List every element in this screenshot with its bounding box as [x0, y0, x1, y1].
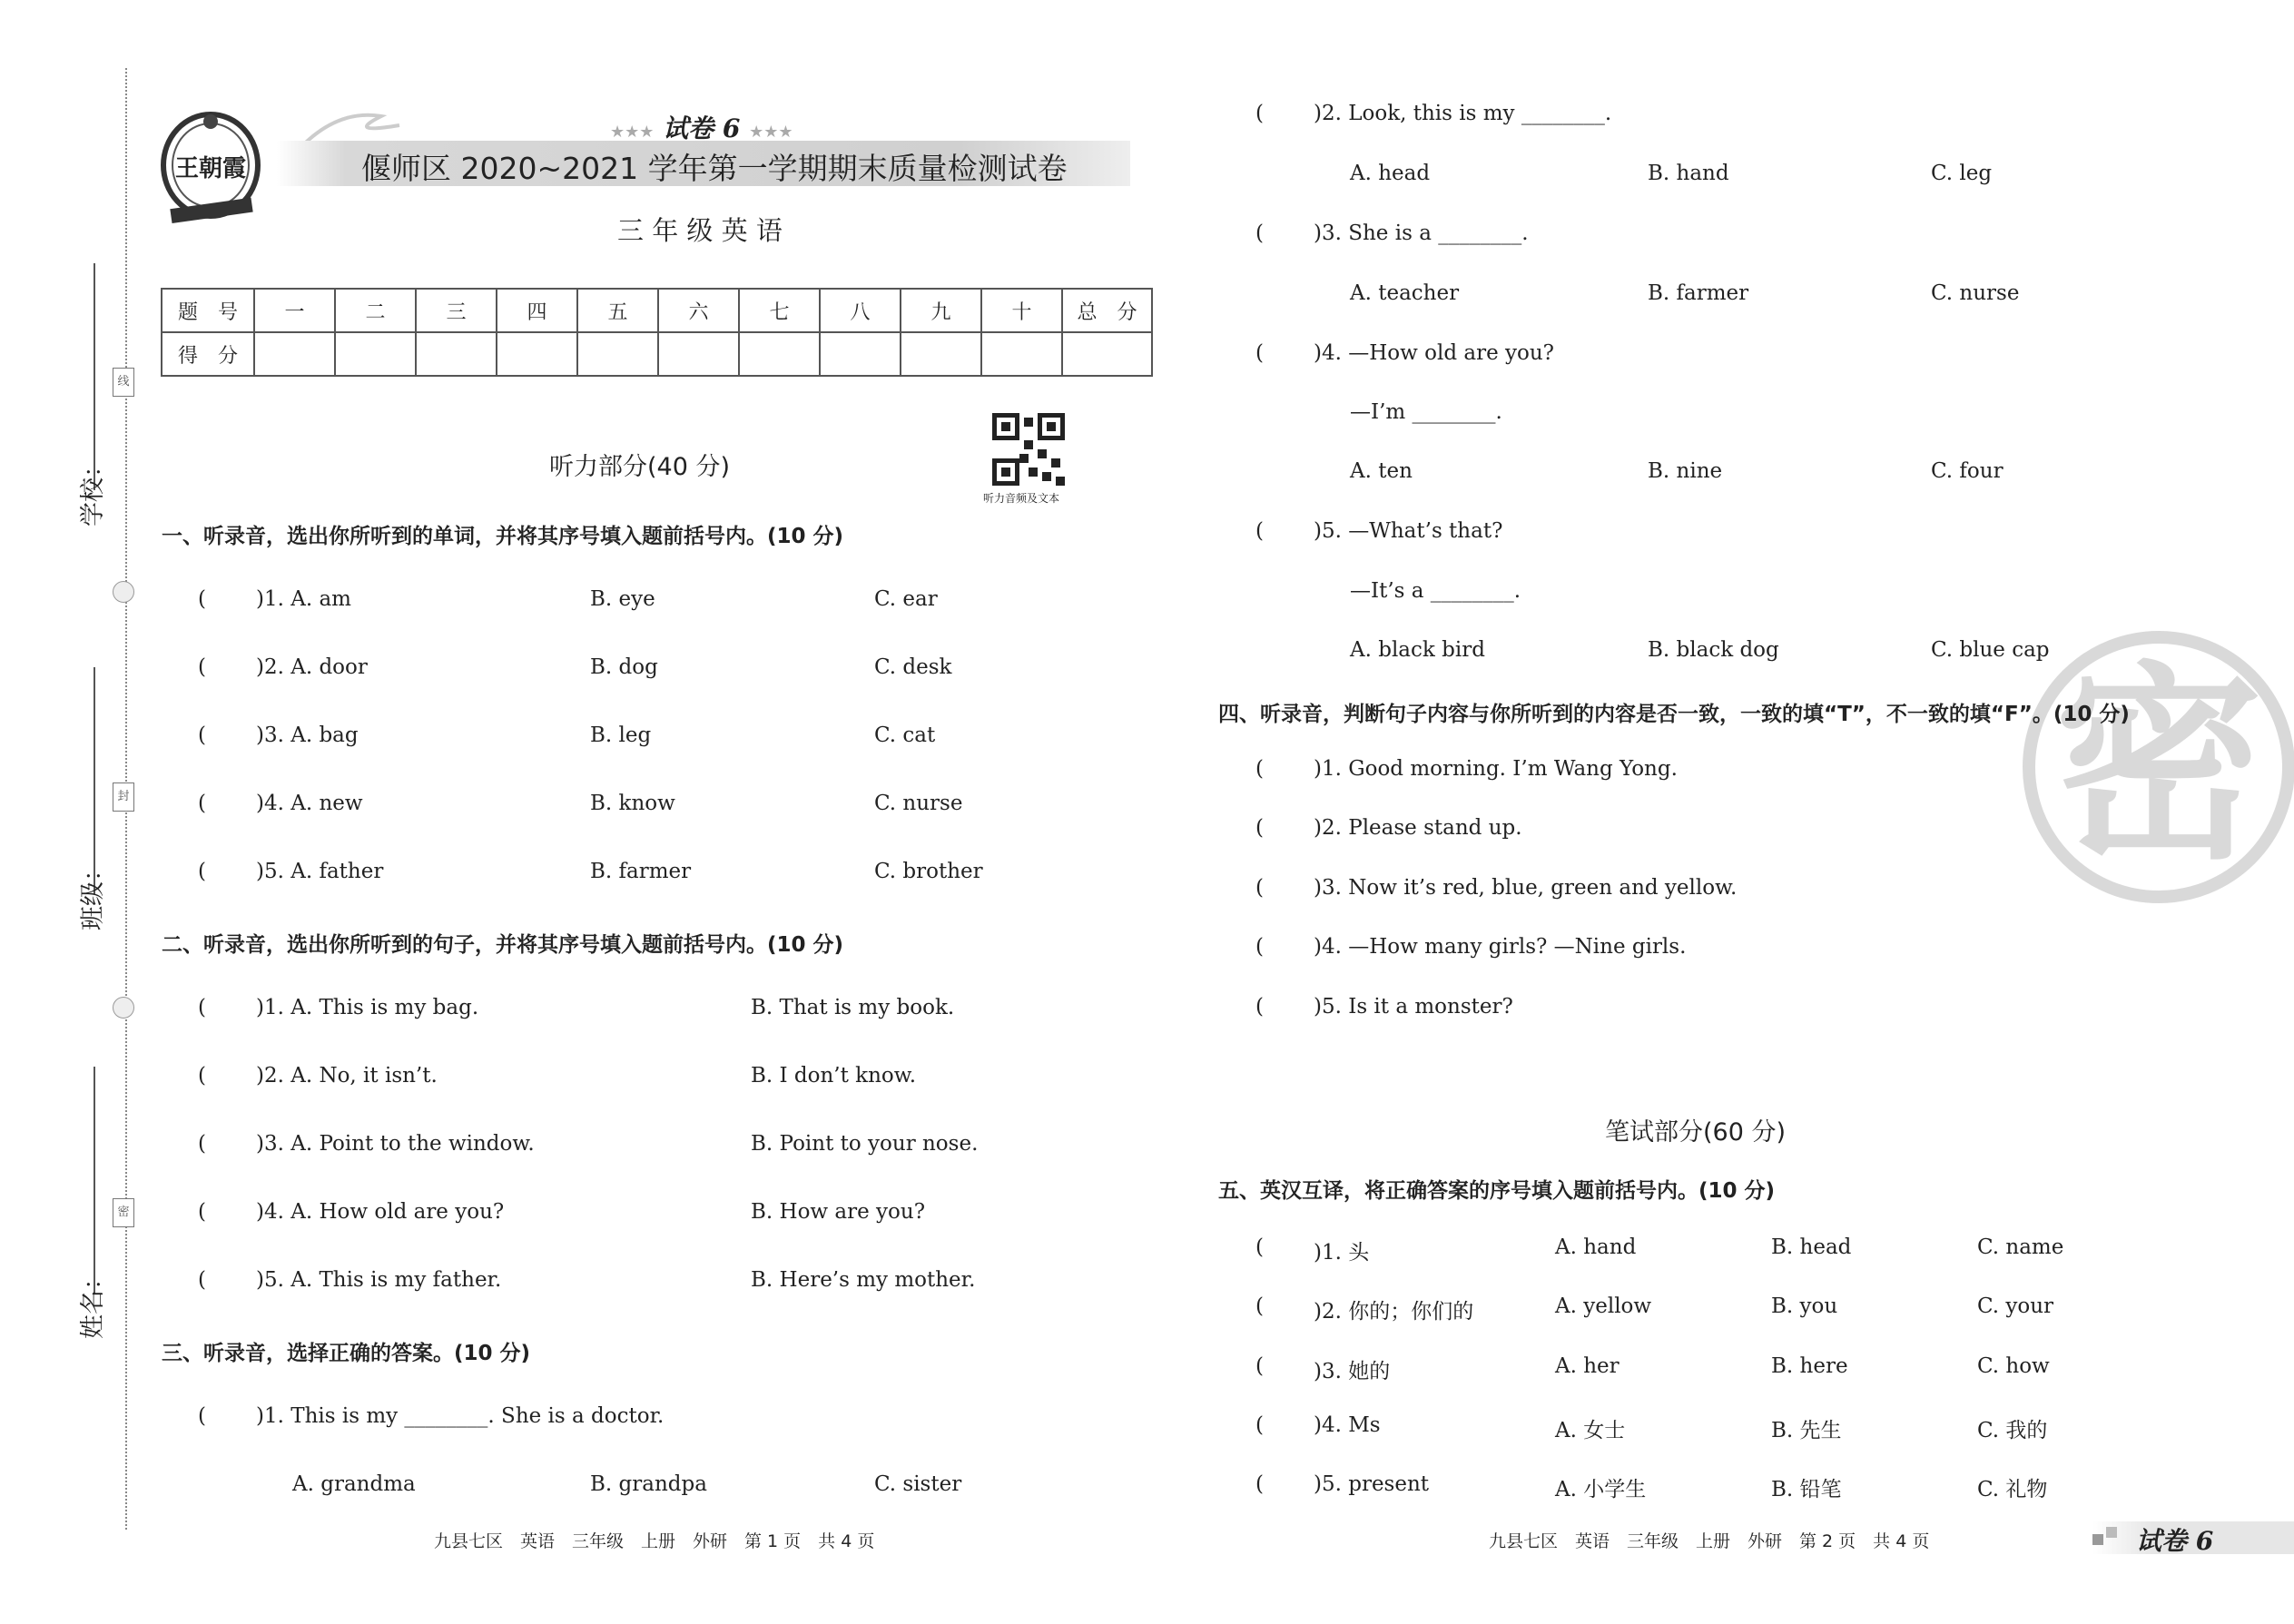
binding-mark-feng: 封 — [113, 782, 134, 812]
question-text: )5. A. father — [256, 860, 384, 883]
option-c: C. brother — [874, 860, 983, 883]
option-a: A. 小学生 — [1555, 1478, 1647, 1501]
question-text: )3. 她的 — [1314, 1360, 1391, 1383]
option-b: B. nine — [1648, 459, 1723, 483]
section4-title: 四、听录音，判断句子内容与你所听到的内容是否一致，一致的填“T”，不一致的填“F”。(10 分) — [1218, 703, 2130, 726]
answer-paren[interactable]: ( — [198, 996, 206, 1019]
option-c: C. how — [1977, 1354, 2050, 1378]
option-a: A. her — [1555, 1354, 1620, 1378]
option-c: C. your — [1977, 1294, 2054, 1318]
option-c: C. nurse — [874, 792, 963, 815]
page-footer-left: 九县七区 英语 三年级 上册 外研 第 1 页 共 4 页 — [434, 1531, 875, 1551]
option-c: C. sister — [874, 1472, 962, 1496]
question-line2: —I’m ________. — [1350, 400, 1502, 424]
school-label: 学校： — [79, 453, 107, 527]
qr-caption: 听力音频及文本 — [983, 492, 1060, 505]
option-b: B. 铅笔 — [1771, 1478, 1842, 1501]
question-text: )4. A. How old are you? — [256, 1200, 505, 1224]
statement-text: )3. Now it’s red, blue, green and yellow. — [1314, 876, 1738, 900]
name-label: 姓名： — [79, 1265, 107, 1339]
corner-label: 试卷 6 — [2136, 1526, 2214, 1556]
answer-paren[interactable]: ( — [198, 792, 206, 815]
option-b: B. grandpa — [590, 1472, 707, 1496]
exam-subtitle: 三 年 级 英 语 — [617, 215, 783, 246]
answer-paren[interactable]: ( — [1255, 1472, 1264, 1496]
question-text: )5. present — [1314, 1472, 1430, 1496]
answer-paren[interactable]: ( — [198, 723, 206, 747]
binding-hole-icon — [113, 581, 134, 603]
option-c: C. name — [1977, 1235, 2064, 1259]
binding-hole-icon — [113, 997, 134, 1019]
option-c: C. blue cap — [1931, 638, 2050, 662]
logo-emblem-icon — [154, 102, 272, 229]
section3-title: 三、听录音，选择正确的答案。(10 分) — [162, 1342, 531, 1365]
answer-paren[interactable]: ( — [1255, 1294, 1264, 1318]
binding-mark-mi: 密 — [113, 1198, 134, 1227]
option-a: A. teacher — [1350, 281, 1460, 305]
option-a: A. hand — [1555, 1235, 1637, 1259]
answer-paren[interactable]: ( — [1255, 1354, 1264, 1378]
watermark-seal: 密 — [2023, 631, 2294, 903]
option-b: B. black dog — [1648, 638, 1779, 662]
question-text: )3. A. bag — [256, 723, 359, 747]
written-title: 笔试部分(60 分) — [1605, 1118, 1787, 1147]
option-b: B. know — [590, 792, 675, 815]
qr-code-icon — [992, 413, 1065, 486]
listening-title: 听力部分(40 分) — [549, 453, 731, 481]
question-text: )2. 你的；你们的 — [1314, 1300, 1474, 1324]
question-text: )5. A. This is my father. — [256, 1268, 502, 1292]
answer-paren[interactable]: ( — [198, 1064, 206, 1088]
score-table-score-row: 得 分 — [162, 332, 1152, 376]
section2-title: 二、听录音，选出你所听到的句子，并将其序号填入题前括号内。(10 分) — [162, 933, 844, 957]
option-c: C. 我的 — [1977, 1419, 2048, 1442]
option-c: C. four — [1931, 459, 2004, 483]
answer-paren[interactable]: ( — [1255, 876, 1264, 900]
option-b: B. That is my book. — [751, 996, 955, 1019]
option-b: B. dog — [590, 655, 658, 679]
answer-paren[interactable]: ( — [1255, 757, 1264, 781]
section5-title: 五、英汉互译，将正确答案的序号填入题前括号内。(10 分) — [1218, 1179, 1776, 1203]
answer-paren[interactable]: ( — [198, 587, 206, 611]
score-table — [161, 288, 1153, 377]
option-c: C. cat — [874, 723, 936, 747]
option-a: A. ten — [1350, 459, 1413, 483]
question-text: )4. A. new — [256, 792, 363, 815]
statement-text: )2. Please stand up. — [1314, 816, 1522, 840]
statement-text: )1. Good morning. I’m Wang Yong. — [1314, 757, 1678, 781]
question-text: )5. —What’s that? — [1314, 519, 1503, 543]
question-text: )1. A. This is my bag. — [256, 996, 479, 1019]
section1-title: 一、听录音，选出你所听到的单词，并将其序号填入题前括号内。(10 分) — [162, 525, 844, 548]
option-a: A. 女士 — [1555, 1419, 1626, 1442]
option-a: A. yellow — [1555, 1294, 1652, 1318]
answer-paren[interactable]: ( — [198, 860, 206, 883]
option-b: B. you — [1771, 1294, 1838, 1318]
question-text: )4. —How old are you? — [1314, 341, 1554, 365]
question-text: )2. A. door — [256, 655, 368, 679]
option-b: B. eye — [590, 587, 655, 611]
option-a: A. head — [1350, 162, 1431, 185]
brand-logo — [154, 102, 272, 229]
corner-banner — [2092, 1521, 2294, 1554]
option-b: B. leg — [590, 723, 652, 747]
corner-square-icon — [2092, 1534, 2103, 1545]
question-text: )2. Look, this is my ________. — [1314, 102, 1612, 125]
corner-square-icon — [2106, 1527, 2117, 1538]
statement-text: )5. Is it a monster? — [1314, 995, 1513, 1019]
option-b: B. hand — [1648, 162, 1729, 185]
logo-text: 王朝霞 — [174, 155, 247, 182]
answer-paren[interactable]: ( — [1255, 221, 1264, 245]
question-text: )1. 头 — [1314, 1241, 1370, 1265]
question-text: )3. She is a ________. — [1314, 221, 1529, 245]
answer-paren[interactable]: ( — [198, 1200, 206, 1224]
binding-mark-xian: 线 — [113, 368, 134, 397]
answer-paren[interactable]: ( — [1255, 341, 1264, 365]
answer-paren[interactable]: ( — [1255, 519, 1264, 543]
option-a: A. grandma — [292, 1472, 416, 1496]
question-text: )3. A. Point to the window. — [256, 1132, 535, 1156]
option-c: C. nurse — [1931, 281, 2020, 305]
score-table-header-row: 题 号 一 二 三 四 五 六 七 八 九 十 总 分 — [162, 289, 1152, 332]
option-b: B. Here’s my mother. — [751, 1268, 976, 1292]
question-text: )1. A. am — [256, 587, 351, 611]
option-b: B. Point to your nose. — [751, 1132, 979, 1156]
answer-paren[interactable]: ( — [1255, 995, 1264, 1019]
answer-paren[interactable]: ( — [1255, 816, 1264, 840]
option-c: C. ear — [874, 587, 938, 611]
answer-paren[interactable]: ( — [198, 655, 206, 679]
question-text: )1. This is my ________. She is a doctor. — [256, 1404, 665, 1428]
answer-paren[interactable]: ( — [198, 1268, 206, 1292]
answer-paren[interactable]: ( — [1255, 1413, 1264, 1437]
option-b: B. How are you? — [751, 1200, 926, 1224]
statement-text: )4. —How many girls? —Nine girls. — [1314, 935, 1687, 959]
class-label: 班级： — [79, 857, 107, 930]
answer-paren[interactable]: ( — [1255, 102, 1264, 125]
option-b: B. I don’t know. — [751, 1064, 917, 1088]
page-footer-right: 九县七区 英语 三年级 上册 外研 第 2 页 共 4 页 — [1489, 1531, 1930, 1551]
option-b: B. farmer — [590, 860, 692, 883]
name-line — [94, 1067, 95, 1294]
answer-paren[interactable]: ( — [198, 1404, 206, 1428]
answer-paren[interactable]: ( — [1255, 935, 1264, 959]
question-line2: —It’s a ________. — [1350, 579, 1521, 603]
series-label: ★★★ 试卷 6 ★★★ — [610, 113, 793, 143]
option-c: C. leg — [1931, 162, 1993, 185]
option-b: B. here — [1771, 1354, 1848, 1378]
option-a: A. black bird — [1350, 638, 1485, 662]
question-text: )4. Ms — [1314, 1413, 1381, 1437]
exam-title: 偃师区 2020~2021 学年第一学期期末质量检测试卷 — [361, 151, 1068, 186]
option-c: C. 礼物 — [1977, 1478, 2048, 1501]
option-b: B. farmer — [1648, 281, 1749, 305]
answer-paren[interactable]: ( — [198, 1132, 206, 1156]
option-b: B. head — [1771, 1235, 1852, 1259]
option-b: B. 先生 — [1771, 1419, 1842, 1442]
answer-paren[interactable]: ( — [1255, 1235, 1264, 1259]
option-c: C. desk — [874, 655, 952, 679]
question-text: )2. A. No, it isn’t. — [256, 1064, 438, 1088]
